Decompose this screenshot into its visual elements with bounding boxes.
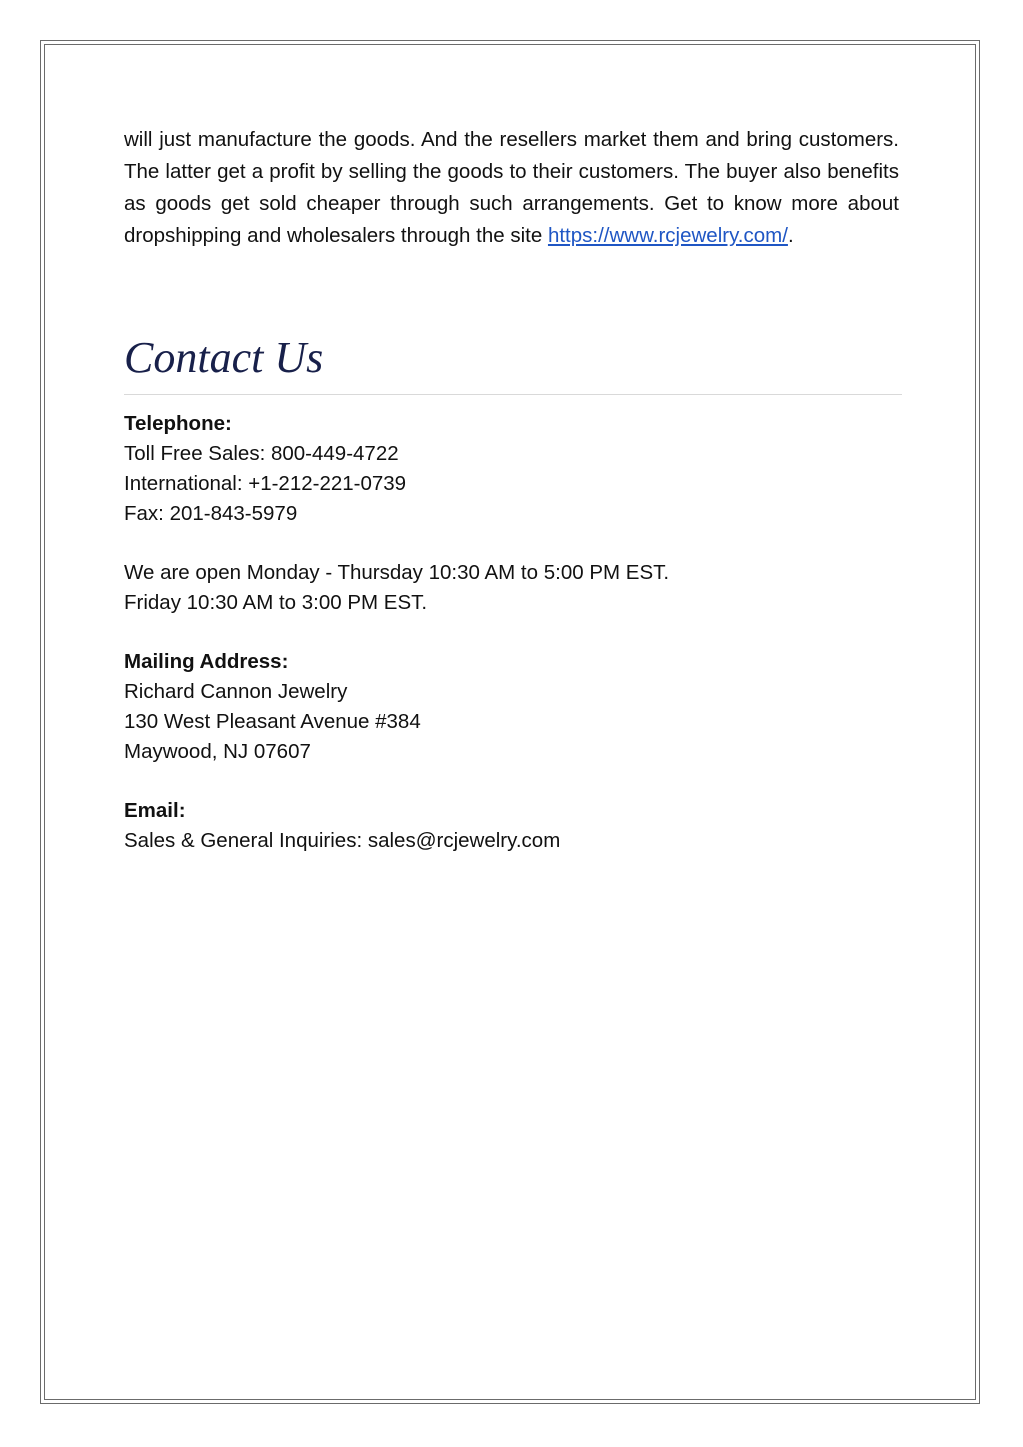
rcjewelry-link[interactable]: https://www.rcjewelry.com/ (547, 224, 788, 247)
sales-email: Sales & General Inquiries: sales@rcjewelry.com (124, 829, 561, 852)
mailing-street: 130 West Pleasant Avenue #384 (124, 710, 421, 733)
mailing-title: Mailing Address: (124, 650, 289, 673)
mailing-name: Richard Cannon Jewelry (124, 680, 348, 703)
telephone-section (124, 409, 899, 529)
weekday-hours: We are open Monday - Thursday 10:30 AM to 5:00 PM EST. (124, 561, 670, 584)
hours-section (124, 558, 899, 618)
toll-free-sales: Toll Free Sales: 800-449-4722 (124, 442, 399, 465)
page-content (124, 124, 899, 856)
fax-number: Fax: 201-843-5979 (124, 502, 298, 525)
international-phone: International: +1-212-221-0739 (124, 472, 407, 495)
friday-hours: Friday 10:30 AM to 3:00 PM EST. (124, 591, 428, 614)
mailing-section (124, 647, 899, 767)
telephone-title: Telephone: (124, 412, 232, 435)
email-title: Email: (124, 799, 186, 822)
intro-text: will just manufacture the goods. And the resellers market them and bring customers. The latter get a profit by selling the goods to their customers. The buyer also benefits as goods get sold cheaper through such arrangements. Get to know more about dropshipping and wholesalers through the site (124, 128, 899, 247)
mailing-city: Maywood, NJ 07607 (124, 740, 311, 763)
intro-trailing: . (787, 224, 794, 247)
contact-heading: Contact Us (124, 333, 324, 382)
email-section (124, 796, 899, 856)
heading-divider (124, 394, 902, 395)
intro-paragraph (124, 124, 899, 252)
